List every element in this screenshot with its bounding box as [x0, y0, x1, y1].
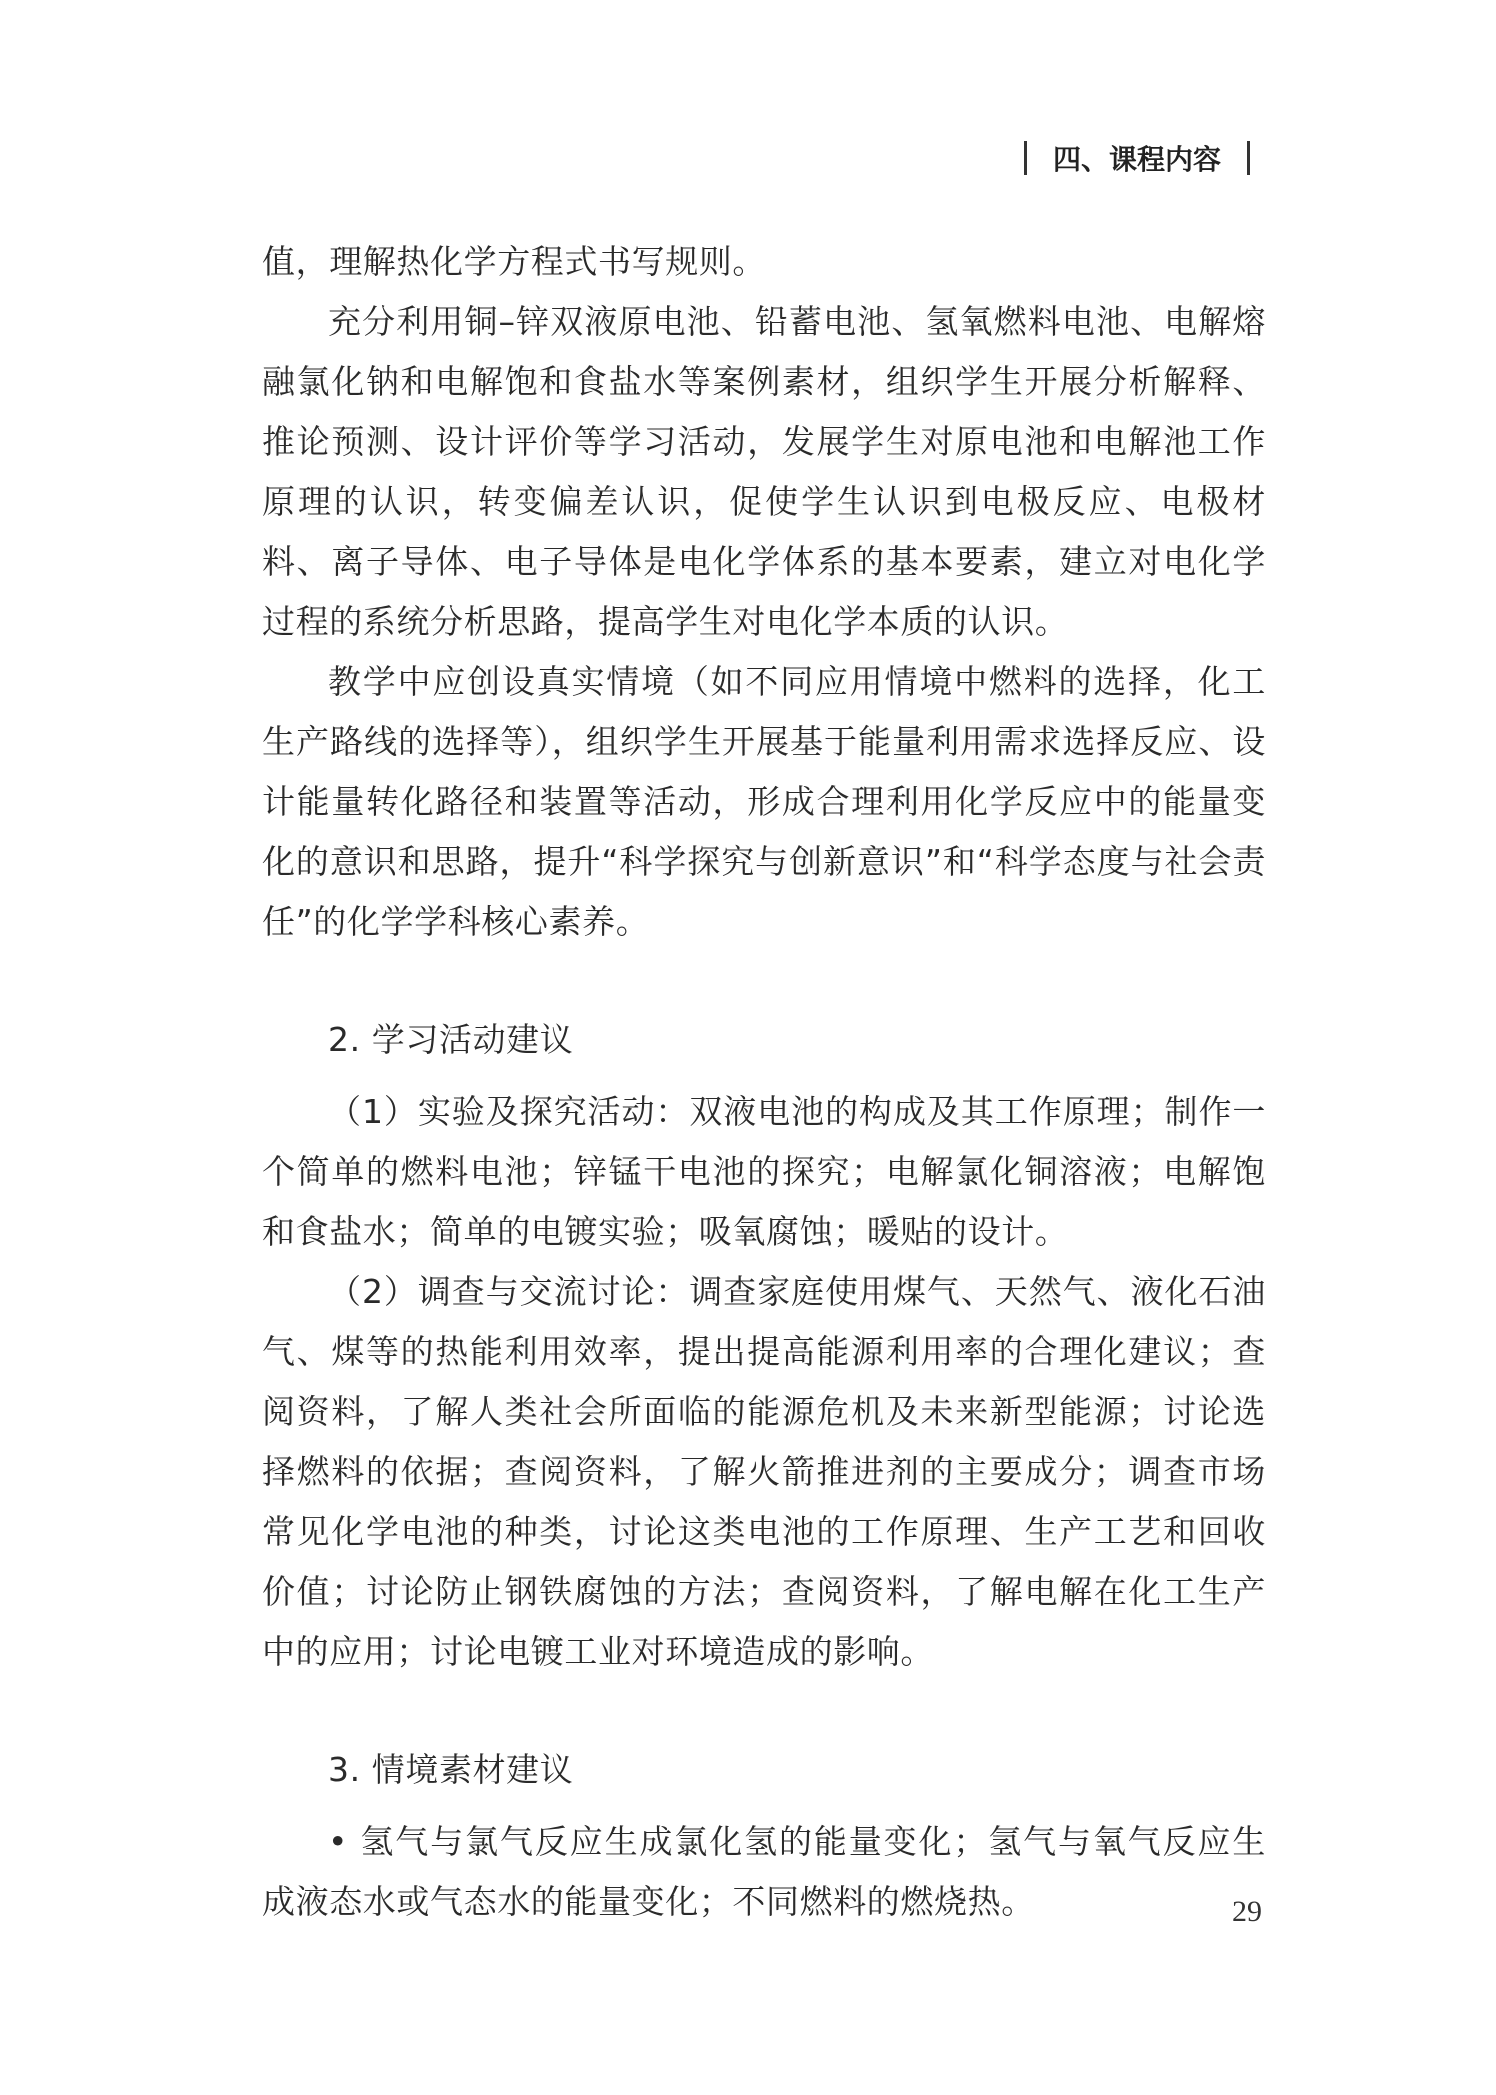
- paragraph-continuation: 值，理解热化学方程式书写规则。: [262, 242, 766, 281]
- context-material-item: • 氢气与氯气反应生成氯化氢的能量变化；氢气与氧气反应生成液态水或气态水的能量变化；不同燃料的燃烧热。: [262, 1822, 1266, 1921]
- section-heading-context-materials: 3. 情境素材建议: [328, 1750, 574, 1789]
- activity-item-experiments: （1）实验及探究活动：双液电池的构成及其工作原理；制作一个简单的燃料电池；锌锰干电池的探究；电解氯化铜溶液；电解饱和食盐水；简单的电镀实验；吸氧腐蚀；暖贴的设计。: [262, 1092, 1266, 1251]
- activity-item-investigation: （2）调查与交流讨论：调查家庭使用煤气、天然气、液化石油气、煤等的热能利用效率，提出提高能源利用率的合理化建议；查阅资料，了解人类社会所面临的能源危机及未来新型能源；讨论选择燃料的依据；查阅资料，了解火箭推进剂的主要成分；调查市场常见化学电池的种类，讨论这类电池的工作原理、生产工艺和回收价值；讨论防止钢铁腐蚀的方法；查阅资料，了解电解在化工生产中的应用；讨论电镀工业对环境造成的影响。: [262, 1272, 1266, 1671]
- header-bar-left: [1024, 141, 1027, 175]
- paragraph-electrochemistry: 充分利用铜–锌双液原电池、铅蓄电池、氢氧燃料电池、电解熔融氯化钠和电解饱和食盐水等案例素材，组织学生开展分析解释、推论预测、设计评价等学习活动，发展学生对原电池和电解池工作原理的认识，转变偏差认识，促使学生认识到电极反应、电极材料、离子导体、电子导体是电化学体系的基本要素，建立对电化学过程的系统分析思路，提高学生对电化学本质的认识。: [262, 302, 1266, 641]
- header-bar-right: [1247, 141, 1250, 175]
- header-title: 四、课程内容: [1052, 143, 1221, 176]
- page-body: [262, 232, 1266, 1932]
- section-heading-learning-activities: 2. 学习活动建议: [328, 1020, 574, 1059]
- paragraph-teaching-context: 教学中应创设真实情境（如不同应用情境中燃料的选择，化工生产路线的选择等），组织学生开展基于能量利用需求选择反应、设计能量转化路径和装置等活动，形成合理利用化学反应中的能量变化的意识和思路，提升“科学探究与创新意识”和“科学态度与社会责任”的化学学科核心素养。: [262, 662, 1266, 941]
- running-header: [998, 138, 1276, 178]
- page-number: 29: [1232, 1895, 1262, 1928]
